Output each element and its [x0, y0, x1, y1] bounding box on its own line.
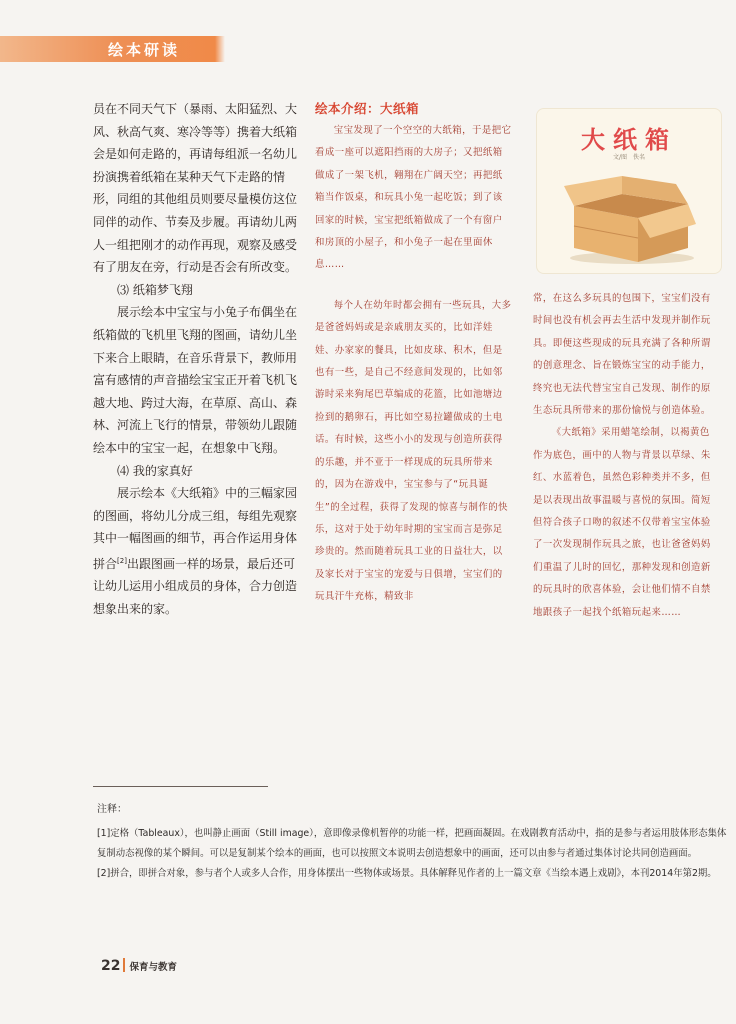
- paragraph: 宝宝发现了一个空空的大纸箱，于是把它看成一座可以遮阳挡雨的大房子；又把纸箱做成了一架飞机，翱翔在广阔天空；再把纸箱当作饭桌，和玩具小兔一起吃饭；到了该回家的时候，宝宝把纸箱做成了一个有窗户和房顶的小屋子，和小兔子一起在里面休息……: [315, 125, 512, 271]
- footnote-ref: [2]: [117, 556, 127, 565]
- section-title: 绘本研读: [108, 41, 181, 59]
- article-column-1: [93, 98, 298, 621]
- page-number: 22: [101, 958, 121, 974]
- subheading: ⑷ 我的家真好: [117, 463, 193, 478]
- paragraph-text: 出跟图画一样的场景，最后还可让幼儿运用小组成员的身体，合力创造想象出来的家。: [93, 556, 298, 617]
- book-intro-column: [315, 98, 512, 609]
- cardboard-box-illustration: [560, 166, 700, 266]
- book-cover-image: [536, 108, 722, 274]
- footnote-divider: [93, 786, 268, 787]
- footnotes: [97, 800, 736, 884]
- paragraph: 每个人在幼年时都会拥有一些玩具，大多是爸爸妈妈或是亲戚朋友买的，比如洋娃娃、办家家的餐具，比如皮球、积木，但是也有一些，是自己不经意间发现的，比如邻游时采来狗尾巴草编成的花篮，比如池塘边捡到的鹅卵石，再比如空易拉罐做成的土电话。有时候，这些小小的发现与创造所获得的乐趣，并不亚于一样现成的玩具所带来的，因为在游戏中，宝宝参与了“玩具诞生”的全过程，获得了发现的惊喜与制作的快乐，这对于处于幼年时期的宝宝而言是弥足珍贵的。然而随着玩具工业的日益壮大，以及家长对于宝宝的宠爱与日俱增，宝宝们的玩具汗牛充栋，精致非: [315, 299, 512, 603]
- page-footer: [101, 958, 177, 974]
- paragraph: 员在不同天气下（暴雨、太阳猛烈、大风、秋高气爽、寒冷等等）携着大纸箱会是如何走路的，再请每组派一名幼儿扮演携着纸箱在某种天气下走路的情形，同组的其他组员则要尽量模仿这位同伴的动作、节奏及步履。再请幼儿两人一组把刚才的动作再现，观察及感受有了朋友在旁，行动是否会有所改变。: [93, 102, 298, 275]
- footnotes-label: 注释：: [97, 804, 127, 815]
- paragraph: 常，在这么多玩具的包围下，宝宝们没有时间也没有机会再去生活中发现并制作玩具。即便这些现成的玩具充满了各种所谓的创意理念、旨在锻炼宝宝的动手能力，终究也无法代替宝宝自己发现、制作的原生态玩具所带来的那份愉悦与创造体验。: [533, 293, 711, 417]
- paragraph: 《大纸箱》采用蜡笔绘制，以褐黄色作为底色，画中的人物与背景以草绿、朱红、水蓝着色，虽然色彩种类并不多，但是以表现出故事温暖与喜悦的氛围。简短但符合孩子口吻的叙述不仅带着宝宝体验了一次发现制作玩具之旅，也让爸爸妈妈们重温了儿时的回忆，那种发现和创造新的玩具时的欣喜体验，会让他们情不自禁地跟孩子一起找个纸箱玩起来……: [533, 427, 711, 618]
- footer-divider: [123, 958, 125, 972]
- subheading: ⑶ 纸箱梦飞翔: [117, 282, 193, 297]
- book-intro-column-continued: [533, 288, 718, 624]
- footnote-2: [2]拼合，即拼合对象，参与者个人或多人合作，用身体摆出一些物体或场景。具体解释见作者的上一篇文章《当绘本遇上戏剧》，本刊2014年第2期。: [97, 868, 717, 879]
- book-cover-title: 大纸箱: [581, 126, 677, 154]
- paragraph: [93, 482, 298, 621]
- paragraph-text: 展示绘本《大纸箱》中的三幅家园的图画，将幼儿分成三组，每组先观察其中一幅图画的细节，再合作运用身体拼合: [93, 486, 298, 571]
- book-cover-author: 文/图 佚名: [612, 154, 646, 161]
- footnote-1: [1]定格（Tableaux），也叫静止画面（Still image），意即像录像机暂停的功能一样，把画面凝固。在戏剧教育活动中，指的是参与者运用肢体形态集体复制动态视像的某个瞬间。可以是复制某个绘本的画面，也可以按照文本说明去创造想象中的画面，还可以由参与者通过集体讨论共同创造画面。: [97, 828, 727, 859]
- paragraph: 展示绘本中宝宝与小兔子布偶坐在纸箱做的飞机里飞翔的图画，请幼儿坐下来合上眼睛，在音乐背景下，教师用富有感情的声音描绘宝宝正开着飞机飞越大地、跨过大海，在草原、高山、森林、河流上飞行的情景，带领幼儿跟随绘本中的宝宝一起，在想象中飞翔。: [93, 305, 298, 455]
- book-intro-title: 绘本介绍：大纸箱: [315, 101, 420, 116]
- magazine-name: 保育与教育: [129, 962, 177, 973]
